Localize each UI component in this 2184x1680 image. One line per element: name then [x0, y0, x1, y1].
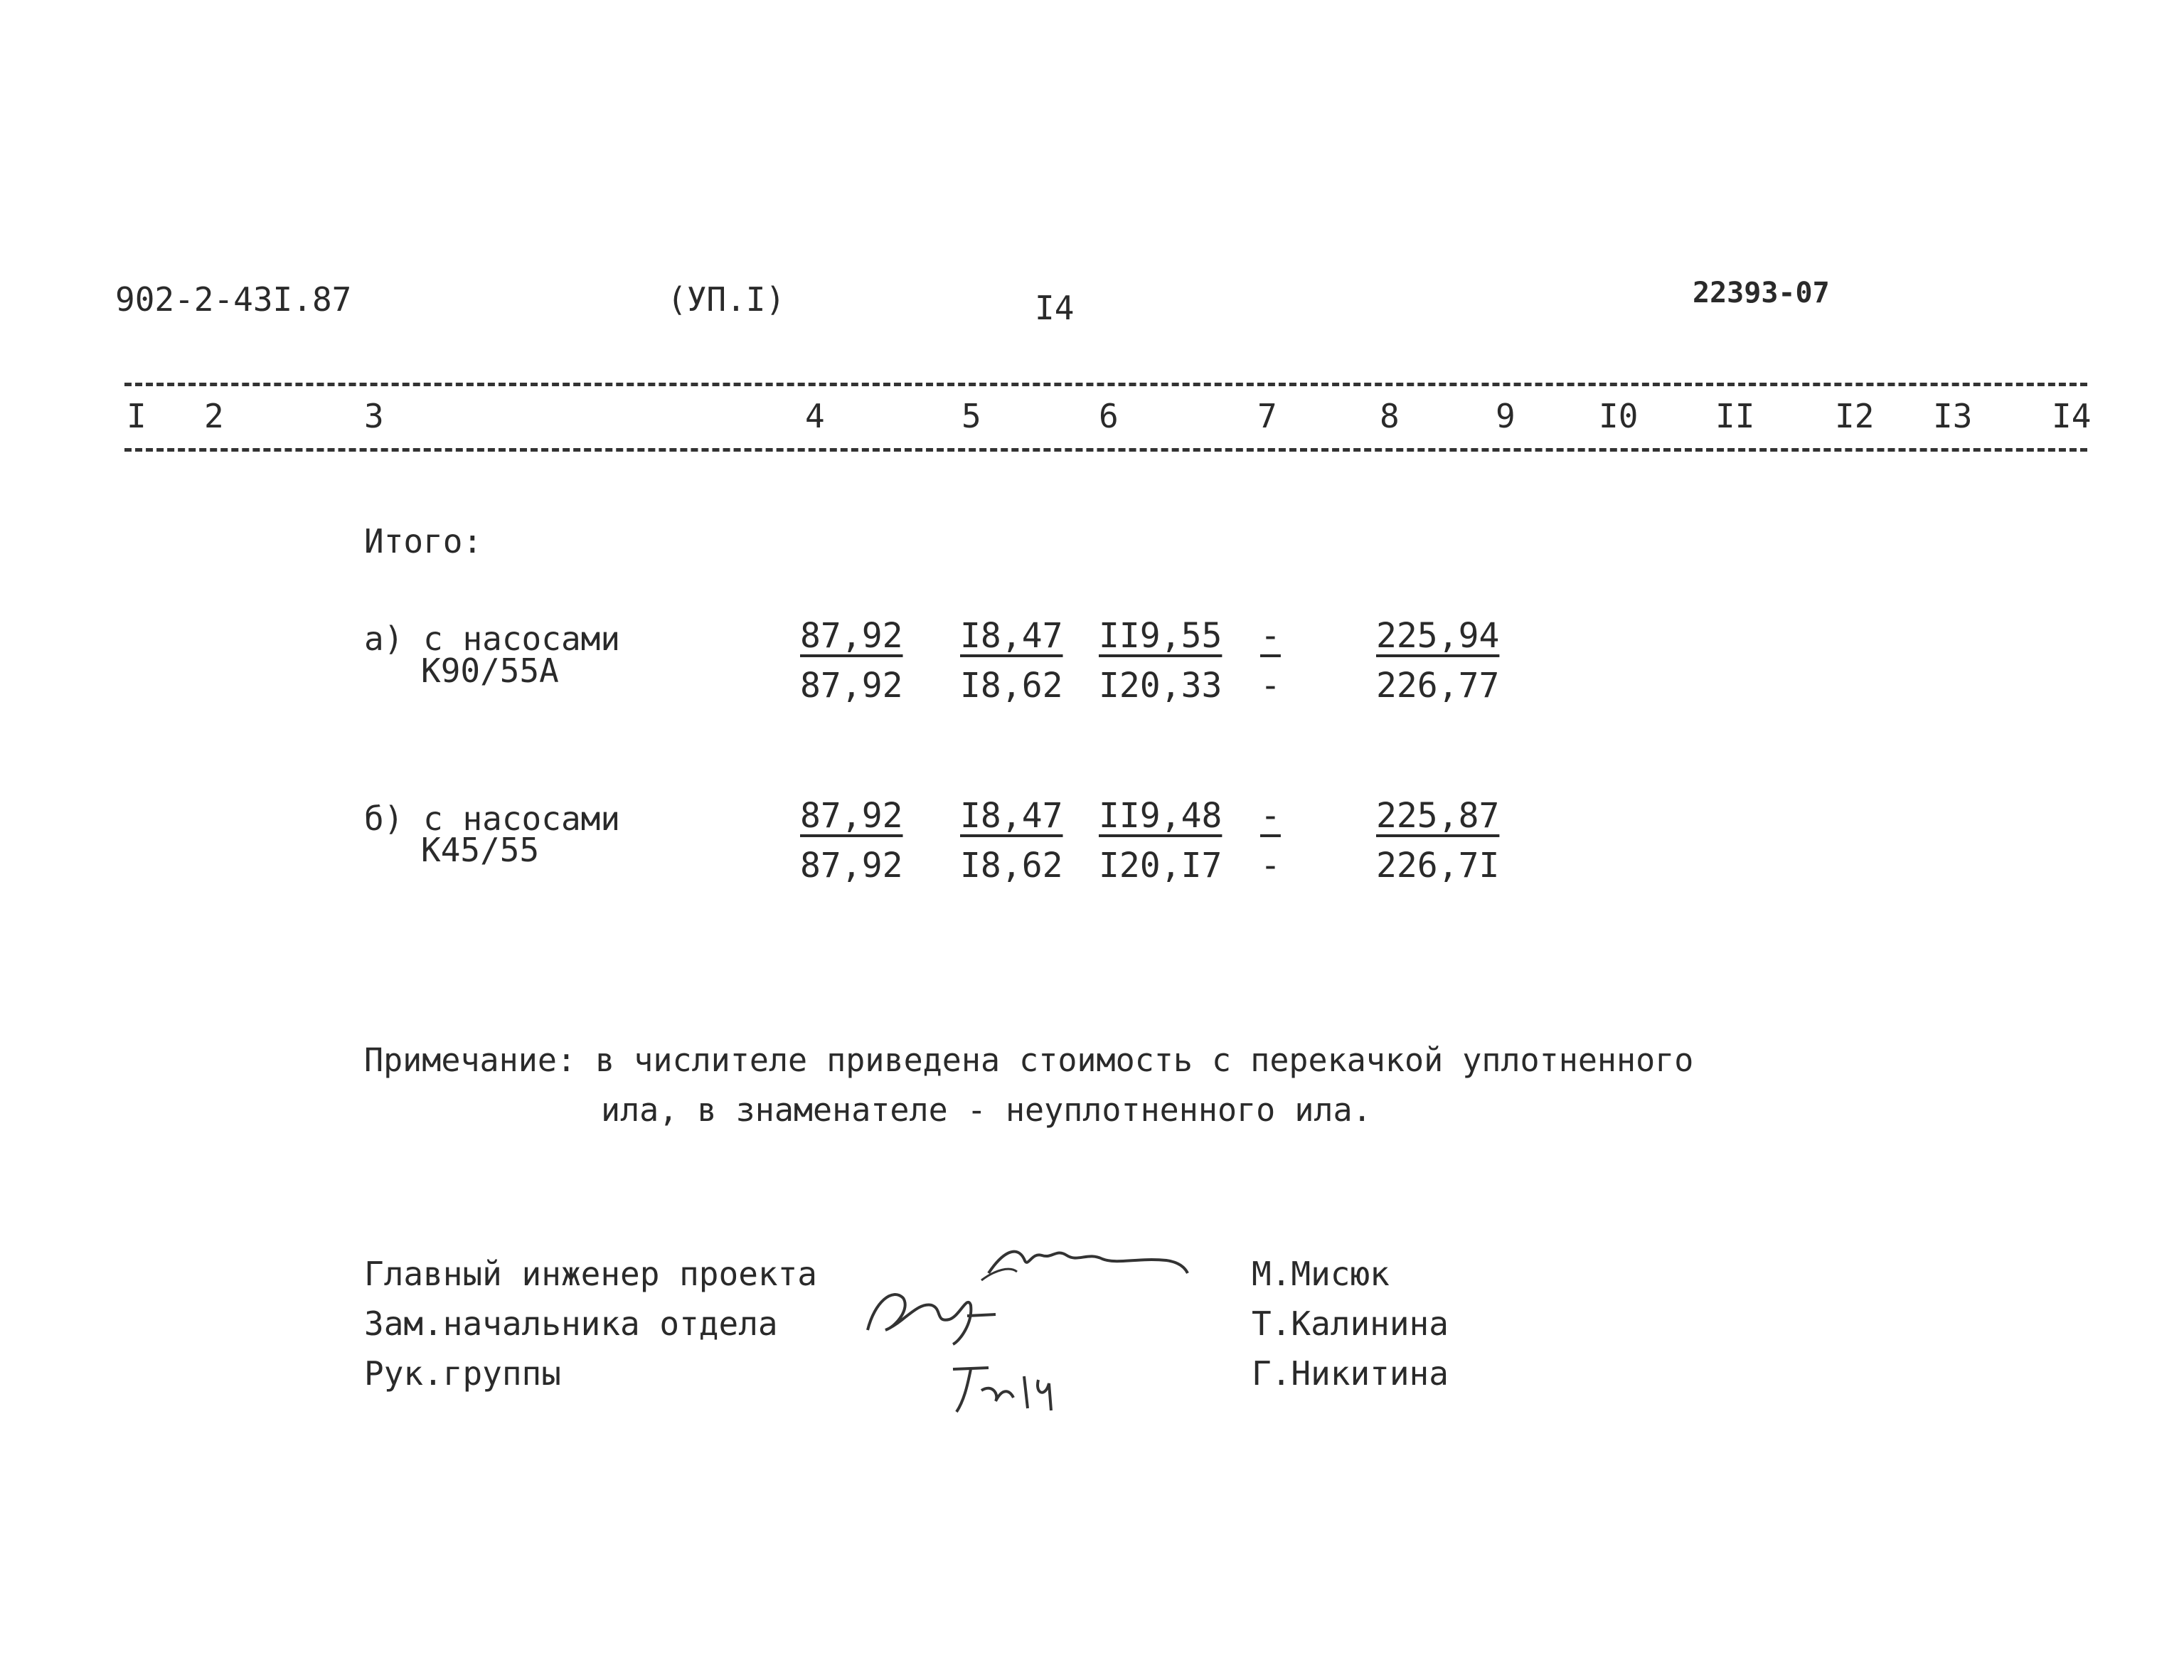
numerator-value: II9,48 [1099, 796, 1222, 836]
table-header-rule [124, 448, 2087, 452]
row-label: К45/55 [421, 831, 540, 869]
denominator-value: 87,92 [800, 846, 903, 886]
album-number: (УП.I) [667, 280, 786, 319]
column-number: I4 [2052, 397, 2092, 435]
denominator-value: I8,62 [960, 666, 1063, 706]
column-number: 5 [962, 397, 981, 435]
numerator-value: - [1260, 616, 1281, 656]
column-number: I0 [1599, 397, 1639, 435]
column-number: I [127, 397, 147, 435]
signatory-name: Г.Никитина [1252, 1354, 1449, 1393]
signatory-position: Главный инженер проекта [364, 1255, 817, 1293]
column-number: 8 [1380, 397, 1400, 435]
column-number: I2 [1835, 397, 1875, 435]
signatory-name: М.Мисюк [1252, 1255, 1390, 1293]
numerator-value: - [1260, 796, 1281, 836]
denominator-value: I20,33 [1099, 666, 1222, 706]
denominator-value: I8,62 [960, 846, 1063, 886]
numerator-value: I8,47 [960, 616, 1063, 656]
table-top-rule [124, 383, 2087, 386]
numerator-value: 87,92 [800, 796, 903, 836]
handwritten-signature [853, 1273, 1024, 1351]
row-label: б) с насосами [364, 799, 621, 838]
denominator-value: I20,I7 [1099, 846, 1222, 886]
column-number: 9 [1496, 397, 1516, 435]
denominator-value: 226,77 [1376, 666, 1500, 706]
numerator-value: I8,47 [960, 796, 1063, 836]
column-number: I3 [1933, 397, 1973, 435]
numerator-value: II9,55 [1099, 616, 1222, 656]
numerator-value: 225,87 [1376, 796, 1500, 836]
note-line-1: Примечание: в числителе приведена стоимость с перекачкой уплотненного [364, 1041, 1694, 1079]
column-number: 2 [204, 397, 224, 435]
column-number: 3 [364, 397, 384, 435]
inventory-number: 22393-07 [1693, 277, 1830, 309]
column-number: II [1715, 397, 1755, 435]
denominator-value: - [1260, 846, 1281, 886]
column-number: 7 [1257, 397, 1277, 435]
page-number: I4 [1035, 289, 1075, 327]
row-label: а) с насосами [364, 620, 621, 658]
totals-label: Итого: [364, 522, 483, 560]
doc-code: 902-2-43I.87 [115, 280, 352, 319]
denominator-value: - [1260, 666, 1281, 706]
handwritten-signature [939, 1355, 1067, 1419]
signatory-name: Т.Калинина [1252, 1304, 1449, 1343]
denominator-value: 226,7I [1376, 846, 1500, 886]
signatory-position: Рук.группы [364, 1354, 561, 1393]
column-number: 4 [805, 397, 825, 435]
column-number: 6 [1099, 397, 1119, 435]
numerator-value: 225,94 [1376, 616, 1500, 656]
numerator-value: 87,92 [800, 616, 903, 656]
note-line-2: ила, в знаменателе - неуплотненного ила. [601, 1091, 1372, 1129]
signatory-position: Зам.начальника отдела [364, 1304, 778, 1343]
denominator-value: 87,92 [800, 666, 903, 706]
row-label: К90/55А [421, 652, 559, 690]
